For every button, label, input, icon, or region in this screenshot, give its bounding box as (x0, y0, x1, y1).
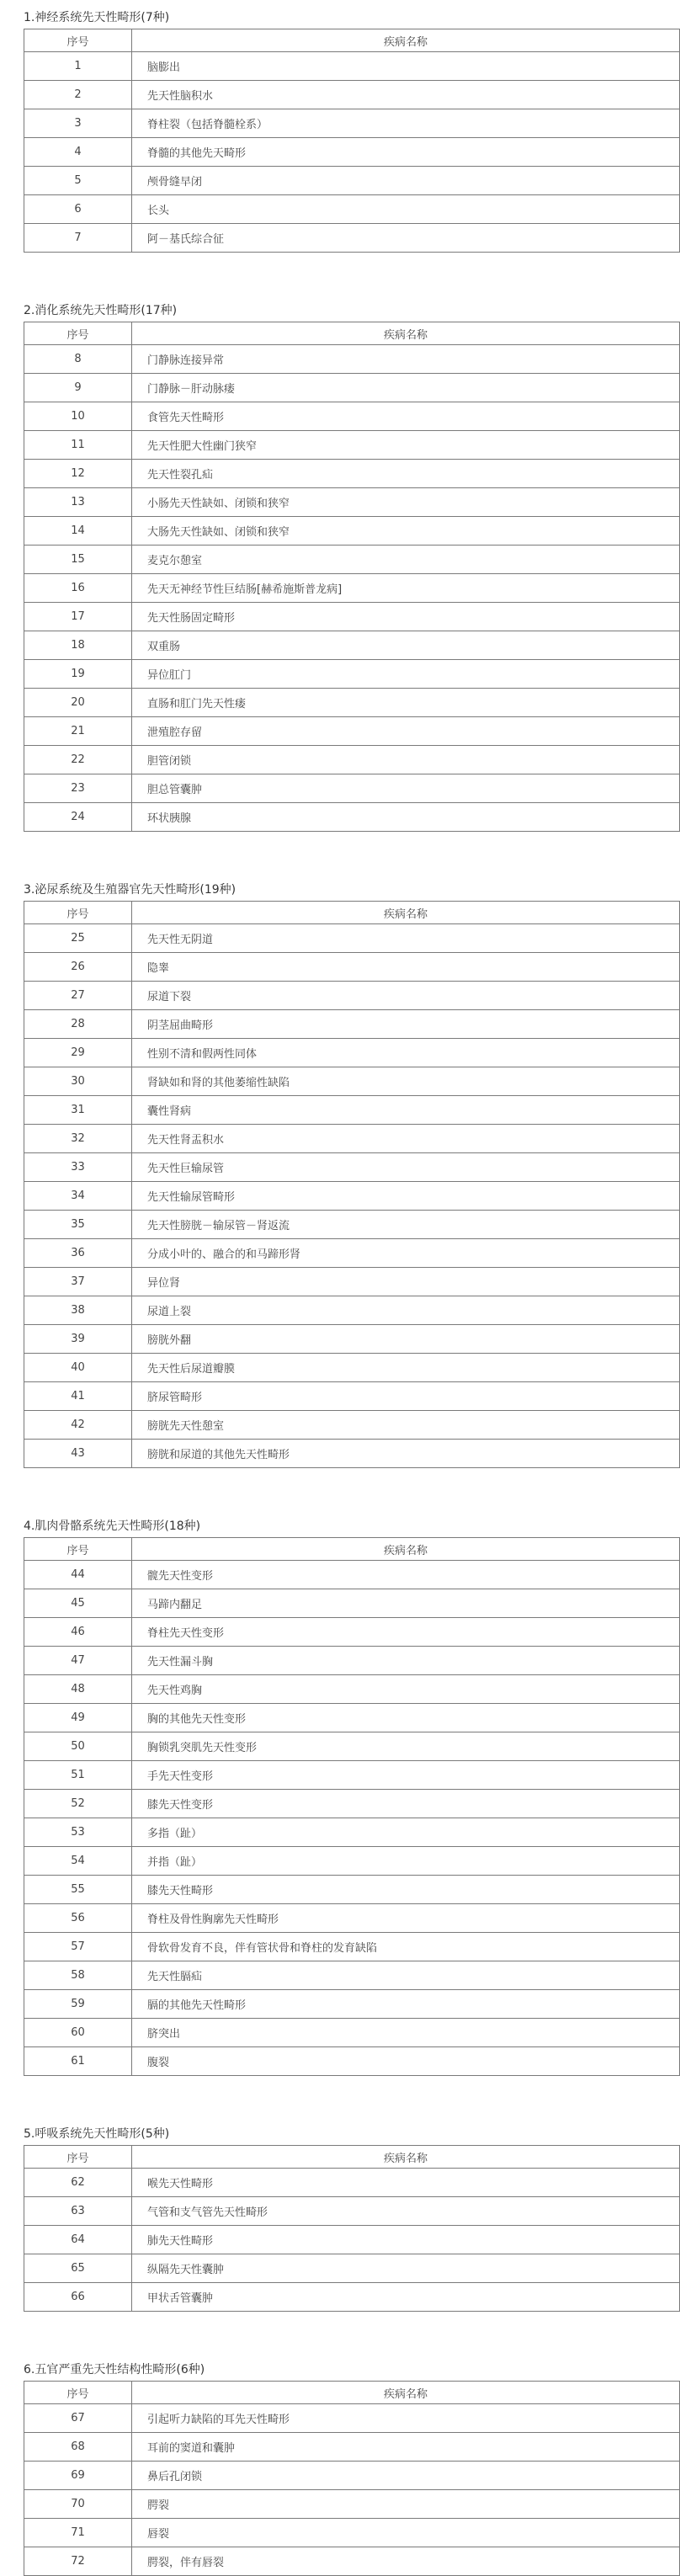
section-spacer (0, 253, 680, 301)
row-index: 15 (24, 546, 132, 574)
table-row (24, 488, 680, 517)
disease-section (24, 2125, 680, 2312)
table-row (24, 2169, 680, 2197)
disease-name: 阴茎屈曲畸形 (132, 1010, 680, 1039)
column-header-name: 疾病名称 (132, 902, 680, 924)
table-row (24, 1211, 680, 1239)
section-spacer (0, 1468, 680, 1517)
row-index: 9 (24, 374, 132, 402)
disease-name: 长头 (132, 195, 680, 224)
disease-table (24, 322, 680, 832)
table-row (24, 1067, 680, 1096)
row-index: 42 (24, 1411, 132, 1440)
table-row (24, 1647, 680, 1675)
table-row (24, 1125, 680, 1153)
table-row (24, 953, 680, 982)
row-index: 50 (24, 1732, 132, 1761)
table-row (24, 81, 680, 109)
disease-name: 阿－基氏综合征 (132, 224, 680, 253)
disease-name: 先天性鸡胸 (132, 1675, 680, 1704)
row-index: 14 (24, 517, 132, 546)
disease-table (24, 2145, 680, 2312)
row-index: 55 (24, 1876, 132, 1904)
disease-name: 尿道下裂 (132, 982, 680, 1010)
disease-name: 脐突出 (132, 2019, 680, 2047)
row-index: 45 (24, 1589, 132, 1618)
row-index: 58 (24, 1961, 132, 1990)
row-index: 1 (24, 52, 132, 81)
table-row (24, 1153, 680, 1182)
column-header-index: 序号 (24, 322, 132, 345)
row-index: 66 (24, 2283, 132, 2312)
row-index: 70 (24, 2490, 132, 2519)
row-index: 52 (24, 1790, 132, 1818)
table-row (24, 1354, 680, 1382)
row-index: 51 (24, 1761, 132, 1790)
disease-name: 性别不清和假两性同体 (132, 1039, 680, 1067)
row-index: 30 (24, 1067, 132, 1096)
disease-name: 泄殖腔存留 (132, 717, 680, 746)
disease-name: 气管和支气管先天性畸形 (132, 2197, 680, 2226)
table-row (24, 1182, 680, 1211)
row-index: 32 (24, 1125, 132, 1153)
table-row (24, 1296, 680, 1325)
column-header-index: 序号 (24, 2146, 132, 2169)
column-header-name: 疾病名称 (132, 2146, 680, 2169)
row-index: 21 (24, 717, 132, 746)
disease-name: 胆总管囊肿 (132, 774, 680, 803)
disease-name: 胆管闭锁 (132, 746, 680, 774)
table-row (24, 1990, 680, 2019)
disease-name: 肾缺如和肾的其他萎缩性缺陷 (132, 1067, 680, 1096)
table-row (24, 1704, 680, 1732)
section-spacer (0, 2312, 680, 2360)
table-row (24, 603, 680, 631)
row-index: 71 (24, 2519, 132, 2547)
row-index: 48 (24, 1675, 132, 1704)
table-row (24, 982, 680, 1010)
table-row (24, 109, 680, 138)
table-row (24, 224, 680, 253)
disease-name: 先天性膀胱－输尿管－肾返流 (132, 1211, 680, 1239)
row-index: 40 (24, 1354, 132, 1382)
section-spacer (0, 832, 680, 881)
disease-name: 腭裂，伴有唇裂 (132, 2547, 680, 2576)
row-index: 46 (24, 1618, 132, 1647)
disease-name: 先天性膈疝 (132, 1961, 680, 1990)
disease-table (24, 1537, 680, 2076)
disease-name: 先天性裂孔疝 (132, 460, 680, 488)
table-row (24, 1039, 680, 1067)
table-header-row (24, 29, 680, 52)
table-row (24, 1876, 680, 1904)
disease-name: 直肠和肛门先天性瘘 (132, 689, 680, 717)
disease-table (24, 901, 680, 1468)
table-row (24, 2019, 680, 2047)
table-header-row (24, 322, 680, 345)
disease-name: 麦克尔憩室 (132, 546, 680, 574)
disease-name: 异位肾 (132, 1268, 680, 1296)
row-index: 23 (24, 774, 132, 803)
table-row (24, 138, 680, 167)
row-index: 57 (24, 1933, 132, 1961)
row-index: 38 (24, 1296, 132, 1325)
row-index: 37 (24, 1268, 132, 1296)
table-header-row (24, 902, 680, 924)
disease-name: 门静脉－肝动脉瘘 (132, 374, 680, 402)
row-index: 31 (24, 1096, 132, 1125)
disease-name: 引起听力缺陷的耳先天性畸形 (132, 2404, 680, 2433)
disease-name: 门静脉连接异常 (132, 345, 680, 374)
row-index: 36 (24, 1239, 132, 1268)
disease-name: 先天性肠固定畸形 (132, 603, 680, 631)
row-index: 22 (24, 746, 132, 774)
table-row (24, 803, 680, 832)
disease-name: 膝先天性变形 (132, 1790, 680, 1818)
disease-name: 脊柱及骨性胸廓先天性畸形 (132, 1904, 680, 1933)
table-row (24, 689, 680, 717)
table-header-row (24, 2146, 680, 2169)
row-index: 35 (24, 1211, 132, 1239)
disease-name: 脊柱先天性变形 (132, 1618, 680, 1647)
table-row (24, 1096, 680, 1125)
disease-name: 唇裂 (132, 2519, 680, 2547)
column-header-name: 疾病名称 (132, 2382, 680, 2404)
row-index: 33 (24, 1153, 132, 1182)
table-row (24, 2197, 680, 2226)
table-row (24, 1904, 680, 1933)
row-index: 47 (24, 1647, 132, 1675)
disease-name: 膀胱先天性憩室 (132, 1411, 680, 1440)
row-index: 59 (24, 1990, 132, 2019)
row-index: 20 (24, 689, 132, 717)
row-index: 69 (24, 2462, 132, 2490)
row-index: 64 (24, 2226, 132, 2254)
disease-name: 膝先天性畸形 (132, 1876, 680, 1904)
table-row (24, 631, 680, 660)
table-row (24, 924, 680, 953)
column-header-index: 序号 (24, 2382, 132, 2404)
row-index: 6 (24, 195, 132, 224)
table-row (24, 374, 680, 402)
row-index: 3 (24, 109, 132, 138)
row-index: 13 (24, 488, 132, 517)
column-header-name: 疾病名称 (132, 1538, 680, 1561)
disease-name: 并指（趾） (132, 1847, 680, 1876)
disease-name: 先天性脑积水 (132, 81, 680, 109)
disease-name: 腭裂 (132, 2490, 680, 2519)
row-index: 24 (24, 803, 132, 832)
table-row (24, 2047, 680, 2076)
row-index: 56 (24, 1904, 132, 1933)
section-title: 1.神经系统先天性畸形(7种) (24, 11, 170, 24)
disease-name: 腹裂 (132, 2047, 680, 2076)
table-row (24, 1618, 680, 1647)
disease-section (24, 2360, 680, 2576)
disease-name: 肺先天性畸形 (132, 2226, 680, 2254)
section-title: 6.五官严重先天性结构性畸形(6种) (24, 2363, 205, 2376)
table-row (24, 1382, 680, 1411)
table-row (24, 402, 680, 431)
row-index: 68 (24, 2433, 132, 2462)
row-index: 7 (24, 224, 132, 253)
table-row (24, 431, 680, 460)
row-index: 18 (24, 631, 132, 660)
row-index: 53 (24, 1818, 132, 1847)
table-row (24, 1847, 680, 1876)
row-index: 16 (24, 574, 132, 603)
disease-table (24, 2381, 680, 2576)
row-index: 26 (24, 953, 132, 982)
table-row (24, 1411, 680, 1440)
disease-name: 先天性无阴道 (132, 924, 680, 953)
table-row (24, 52, 680, 81)
row-index: 8 (24, 345, 132, 374)
table-row (24, 1818, 680, 1847)
section-title: 5.呼吸系统先天性畸形(5种) (24, 2127, 170, 2141)
disease-name: 囊性肾病 (132, 1096, 680, 1125)
table-row (24, 1761, 680, 1790)
table-row (24, 574, 680, 603)
disease-name: 异位肛门 (132, 660, 680, 689)
section-title: 4.肌肉骨骼系统先天性畸形(18种) (24, 1520, 201, 1533)
table-row (24, 1675, 680, 1704)
table-row (24, 774, 680, 803)
section-title: 2.消化系统先天性畸形(17种) (24, 304, 178, 317)
disease-name: 髋先天性变形 (132, 1561, 680, 1589)
row-index: 54 (24, 1847, 132, 1876)
disease-name: 脐尿管畸形 (132, 1382, 680, 1411)
table-row (24, 2404, 680, 2433)
disease-name: 脊髓的其他先天畸形 (132, 138, 680, 167)
disease-section (24, 301, 680, 832)
table-row (24, 2226, 680, 2254)
table-row (24, 1732, 680, 1761)
row-index: 61 (24, 2047, 132, 2076)
table-row (24, 2433, 680, 2462)
row-index: 49 (24, 1704, 132, 1732)
disease-name: 双重肠 (132, 631, 680, 660)
disease-name: 先天性肾盂积水 (132, 1125, 680, 1153)
row-index: 44 (24, 1561, 132, 1589)
row-index: 41 (24, 1382, 132, 1411)
table-row (24, 1933, 680, 1961)
disease-section (24, 8, 680, 253)
table-row (24, 1440, 680, 1468)
table-row (24, 2547, 680, 2576)
table-row (24, 2462, 680, 2490)
disease-name: 纵隔先天性囊肿 (132, 2254, 680, 2283)
table-row (24, 1239, 680, 1268)
table-header-row (24, 2382, 680, 2404)
row-index: 17 (24, 603, 132, 631)
table-row (24, 460, 680, 488)
disease-section (24, 1517, 680, 2076)
column-header-index: 序号 (24, 29, 132, 52)
disease-name: 耳前的窦道和囊肿 (132, 2433, 680, 2462)
disease-name: 先天性输尿管畸形 (132, 1182, 680, 1211)
table-row (24, 1790, 680, 1818)
table-row (24, 195, 680, 224)
row-index: 5 (24, 167, 132, 195)
section-spacer (0, 2076, 680, 2125)
disease-name: 隐睾 (132, 953, 680, 982)
row-index: 2 (24, 81, 132, 109)
row-index: 34 (24, 1182, 132, 1211)
disease-name: 分成小叶的、融合的和马蹄形肾 (132, 1239, 680, 1268)
table-row (24, 1589, 680, 1618)
disease-name: 大肠先天性缺如、闭锁和狭窄 (132, 517, 680, 546)
disease-name: 食管先天性畸形 (132, 402, 680, 431)
disease-name: 胸锁乳突肌先天性变形 (132, 1732, 680, 1761)
disease-name: 先天性巨输尿管 (132, 1153, 680, 1182)
table-row (24, 2254, 680, 2283)
row-index: 65 (24, 2254, 132, 2283)
table-row (24, 1325, 680, 1354)
row-index: 43 (24, 1440, 132, 1468)
disease-name: 膈的其他先天性畸形 (132, 1990, 680, 2019)
disease-name: 骨软骨发育不良，伴有管状骨和脊柱的发育缺陷 (132, 1933, 680, 1961)
table-row (24, 660, 680, 689)
row-index: 19 (24, 660, 132, 689)
row-index: 60 (24, 2019, 132, 2047)
table-row (24, 2490, 680, 2519)
table-row (24, 167, 680, 195)
disease-name: 膀胱和尿道的其他先天性畸形 (132, 1440, 680, 1468)
row-index: 29 (24, 1039, 132, 1067)
disease-name: 颅骨缝早闭 (132, 167, 680, 195)
disease-name: 先天性后尿道瓣膜 (132, 1354, 680, 1382)
disease-name: 胸的其他先天性变形 (132, 1704, 680, 1732)
column-header-index: 序号 (24, 1538, 132, 1561)
disease-name: 喉先天性畸形 (132, 2169, 680, 2197)
disease-name: 小肠先天性缺如、闭锁和狭窄 (132, 488, 680, 517)
disease-section (24, 881, 680, 1468)
row-index: 39 (24, 1325, 132, 1354)
table-row (24, 546, 680, 574)
disease-table (24, 29, 680, 253)
disease-name: 甲状舌管囊肿 (132, 2283, 680, 2312)
table-row (24, 717, 680, 746)
table-row (24, 1561, 680, 1589)
table-header-row (24, 1538, 680, 1561)
row-index: 10 (24, 402, 132, 431)
row-index: 72 (24, 2547, 132, 2576)
table-row (24, 1961, 680, 1990)
table-row (24, 2519, 680, 2547)
row-index: 27 (24, 982, 132, 1010)
row-index: 11 (24, 431, 132, 460)
row-index: 25 (24, 924, 132, 953)
row-index: 67 (24, 2404, 132, 2433)
disease-name: 先天无神经节性巨结肠[赫希施斯普龙病] (132, 574, 680, 603)
table-row (24, 345, 680, 374)
row-index: 12 (24, 460, 132, 488)
disease-name: 脑膨出 (132, 52, 680, 81)
table-row (24, 2283, 680, 2312)
table-row (24, 746, 680, 774)
disease-name: 手先天性变形 (132, 1761, 680, 1790)
disease-name: 先天性漏斗胸 (132, 1647, 680, 1675)
column-header-name: 疾病名称 (132, 29, 680, 52)
row-index: 62 (24, 2169, 132, 2197)
row-index: 28 (24, 1010, 132, 1039)
disease-name: 尿道上裂 (132, 1296, 680, 1325)
row-index: 4 (24, 138, 132, 167)
disease-name: 多指（趾） (132, 1818, 680, 1847)
column-header-name: 疾病名称 (132, 322, 680, 345)
disease-name: 先天性肥大性幽门狭窄 (132, 431, 680, 460)
table-row (24, 517, 680, 546)
disease-name: 膀胱外翻 (132, 1325, 680, 1354)
table-row (24, 1010, 680, 1039)
row-index: 63 (24, 2197, 132, 2226)
column-header-index: 序号 (24, 902, 132, 924)
disease-name: 环状胰腺 (132, 803, 680, 832)
table-row (24, 1268, 680, 1296)
section-title: 3.泌尿系统及生殖器官先天性畸形(19种) (24, 883, 236, 897)
disease-name: 马蹄内翻足 (132, 1589, 680, 1618)
disease-name: 脊柱裂（包括脊髓栓系） (132, 109, 680, 138)
disease-name: 鼻后孔闭锁 (132, 2462, 680, 2490)
